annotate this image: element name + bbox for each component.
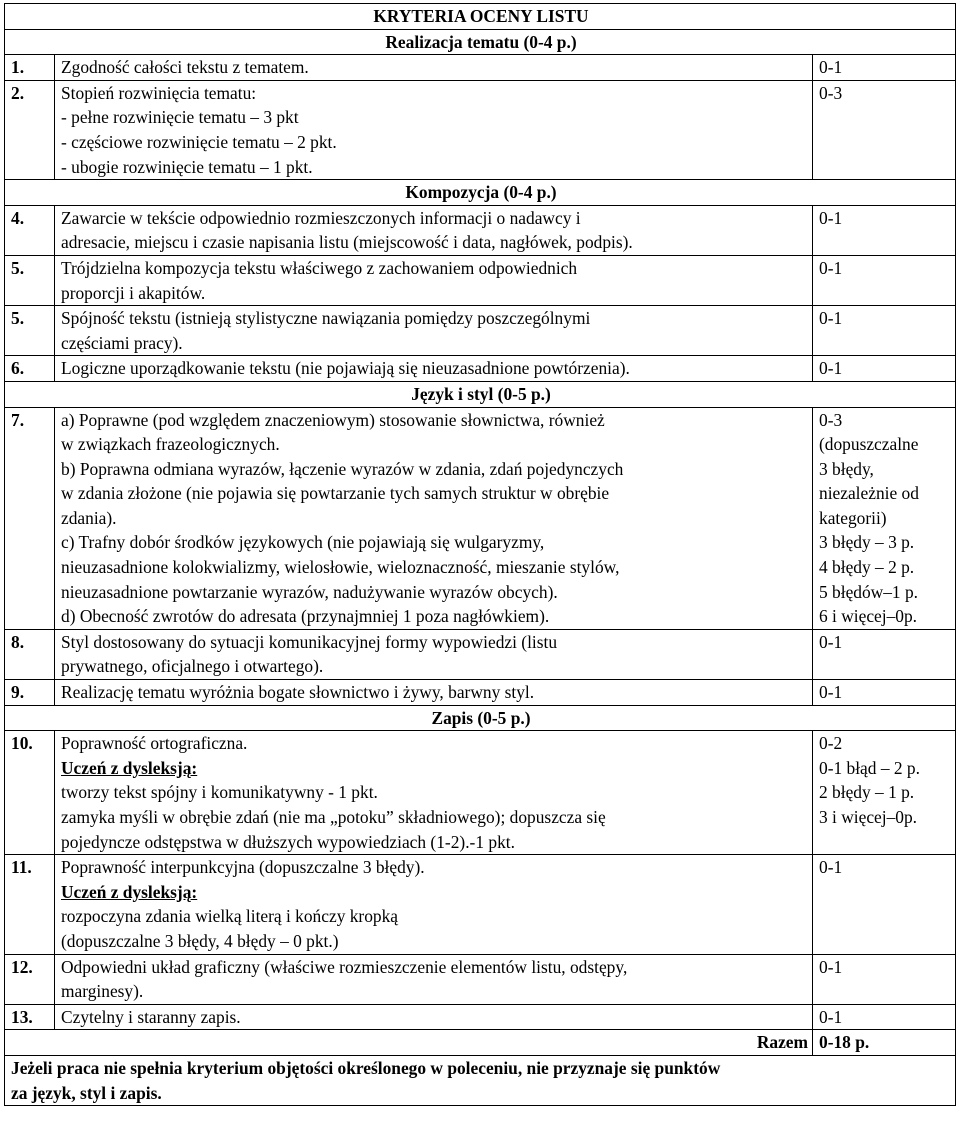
table-row (5, 629, 956, 679)
row-number: 8. (5, 629, 55, 679)
row-number: 7. (5, 407, 55, 629)
row-number: 6. (5, 356, 55, 382)
section-row (5, 180, 956, 206)
criteria-table (4, 3, 956, 1106)
row-points: 0-1 (813, 855, 956, 954)
total-label: Razem (5, 1030, 813, 1056)
table-row (5, 680, 956, 706)
row-number: 12. (5, 954, 55, 1004)
table-row (5, 1004, 956, 1030)
row-number: 5. (5, 306, 55, 356)
table-row (5, 255, 956, 305)
table-row (5, 80, 956, 179)
row-points: 0-1 (813, 1004, 956, 1030)
section-kompozycja: Kompozycja (0-4 p.) (5, 180, 956, 206)
row-points: 0-3 (dopuszczalne 3 błędy, niezależnie od kategorii) 3 błędy – 3 p. 4 błędy – 2 p. 5 błędów–1 p. 6 i więcej–0p. (813, 407, 956, 629)
row-number: 5. (5, 255, 55, 305)
total-row (5, 1030, 956, 1056)
row-points: 0-1 (813, 629, 956, 679)
row-number: 9. (5, 680, 55, 706)
section-row (5, 29, 956, 55)
row-points: 0-1 (813, 954, 956, 1004)
section-row (5, 705, 956, 731)
row-number: 1. (5, 55, 55, 81)
section-row (5, 381, 956, 407)
table-row (5, 855, 956, 954)
dyslexia-label: Uczeń z dysleksją: (61, 881, 198, 902)
row-points: 0-1 (813, 356, 956, 382)
row-description: Poprawność ortograficzna. Uczeń z dysleksją: tworzy tekst spójny i komunikatywny - 1 pkt. zamyka myśli w obrębie zdań (nie ma „potoku” składniowego); dopuszcza się pojedyncze odstępstwa w dłuższych wypowiedziach (1-2).-1 pkt. (55, 731, 813, 855)
row-description: Stopień rozwinięcia tematu: - pełne rozwinięcie tematu – 3 pkt - częściowe rozwinięcie tematu – 2 pkt. - ubogie rozwinięcie tematu – 1 pkt. (55, 80, 813, 179)
section-realizacja: Realizacja tematu (0-4 p.) (5, 29, 956, 55)
table-row (5, 306, 956, 356)
row-points: 0-1 (813, 55, 956, 81)
row-description: Logiczne uporządkowanie tekstu (nie pojawiają się nieuzasadnione powtórzenia). (55, 356, 813, 382)
row-description: Odpowiedni układ graficzny (właściwe rozmieszczenie elementów listu, odstępy, marginesy). (55, 954, 813, 1004)
row-points: 0-3 (813, 80, 956, 179)
row-description: Zgodność całości tekstu z tematem. (55, 55, 813, 81)
table-row (5, 731, 956, 855)
row-description: Zawarcie w tekście odpowiednio rozmieszczonych informacji o nadawcy i adresacie, miejscu i czasie napisania listu (miejscowość i data, nagłówek, podpis). (55, 205, 813, 255)
table-row (5, 356, 956, 382)
row-description: Styl dostosowany do sytuacji komunikacyjnej formy wypowiedzi (listu prywatnego, oficjalnego i otwartego). (55, 629, 813, 679)
total-value: 0-18 p. (813, 1030, 956, 1056)
row-description: Czytelny i staranny zapis. (55, 1004, 813, 1030)
row-points: 0-2 0-1 błąd – 2 p. 2 błędy – 1 p. 3 i więcej–0p. (813, 731, 956, 855)
row-points: 0-1 (813, 255, 956, 305)
row-description: Trójdzielna kompozycja tekstu właściwego z zachowaniem odpowiednich proporcji i akapitów. (55, 255, 813, 305)
table-title: KRYTERIA OCENY LISTU (5, 4, 956, 30)
section-jezyk: Język i styl (0-5 p.) (5, 381, 956, 407)
row-points: 0-1 (813, 306, 956, 356)
table-row (5, 55, 956, 81)
row-number: 4. (5, 205, 55, 255)
table-row (5, 407, 956, 629)
section-zapis: Zapis (0-5 p.) (5, 705, 956, 731)
row-points: 0-1 (813, 205, 956, 255)
row-description: Poprawność interpunkcyjna (dopuszczalne 3 błędy). Uczeń z dysleksją: rozpoczyna zdania wielką literą i kończy kropką (dopuszczalne 3 błędy, 4 błędy – 0 pkt.) (55, 855, 813, 954)
row-number: 10. (5, 731, 55, 855)
table-row (5, 954, 956, 1004)
dyslexia-label: Uczeń z dysleksją: (61, 757, 198, 778)
row-description: Realizację tematu wyróżnia bogate słownictwo i żywy, barwny styl. (55, 680, 813, 706)
note-row (5, 1055, 956, 1105)
row-points: 0-1 (813, 680, 956, 706)
row-number: 2. (5, 80, 55, 179)
row-number: 13. (5, 1004, 55, 1030)
table-row (5, 205, 956, 255)
row-description: a) Poprawne (pod względem znaczeniowym) stosowanie słownictwa, również w związkach frazeologicznych. b) Poprawna odmiana wyrazów, łączenie wyrazów w zdania, zdań pojedynczych w zdania złożone (nie pojawia się powtarzanie tych samych struktur w obrębie zdania). c) Trafny dobór środków językowych (nie pojawiają się wulgaryzmy, nieuzasadnione kolokwializmy, wielosłowie, wieloznaczność, mieszanie stylów, nieuzasadnione powtarzanie wyrazów, nadużywanie wyrazów obcych). d) Obecność zwrotów do adresata (przynajmniej 1 poza nagłówkiem). (55, 407, 813, 629)
footnote: Jeżeli praca nie spełnia kryterium objętości określonego w poleceniu, nie przyznaje się punktów za język, styl i zapis. (5, 1055, 956, 1105)
row-description: Spójność tekstu (istnieją stylistyczne nawiązania pomiędzy poszczególnymi częściami pracy). (55, 306, 813, 356)
title-row (5, 4, 956, 30)
row-number: 11. (5, 855, 55, 954)
